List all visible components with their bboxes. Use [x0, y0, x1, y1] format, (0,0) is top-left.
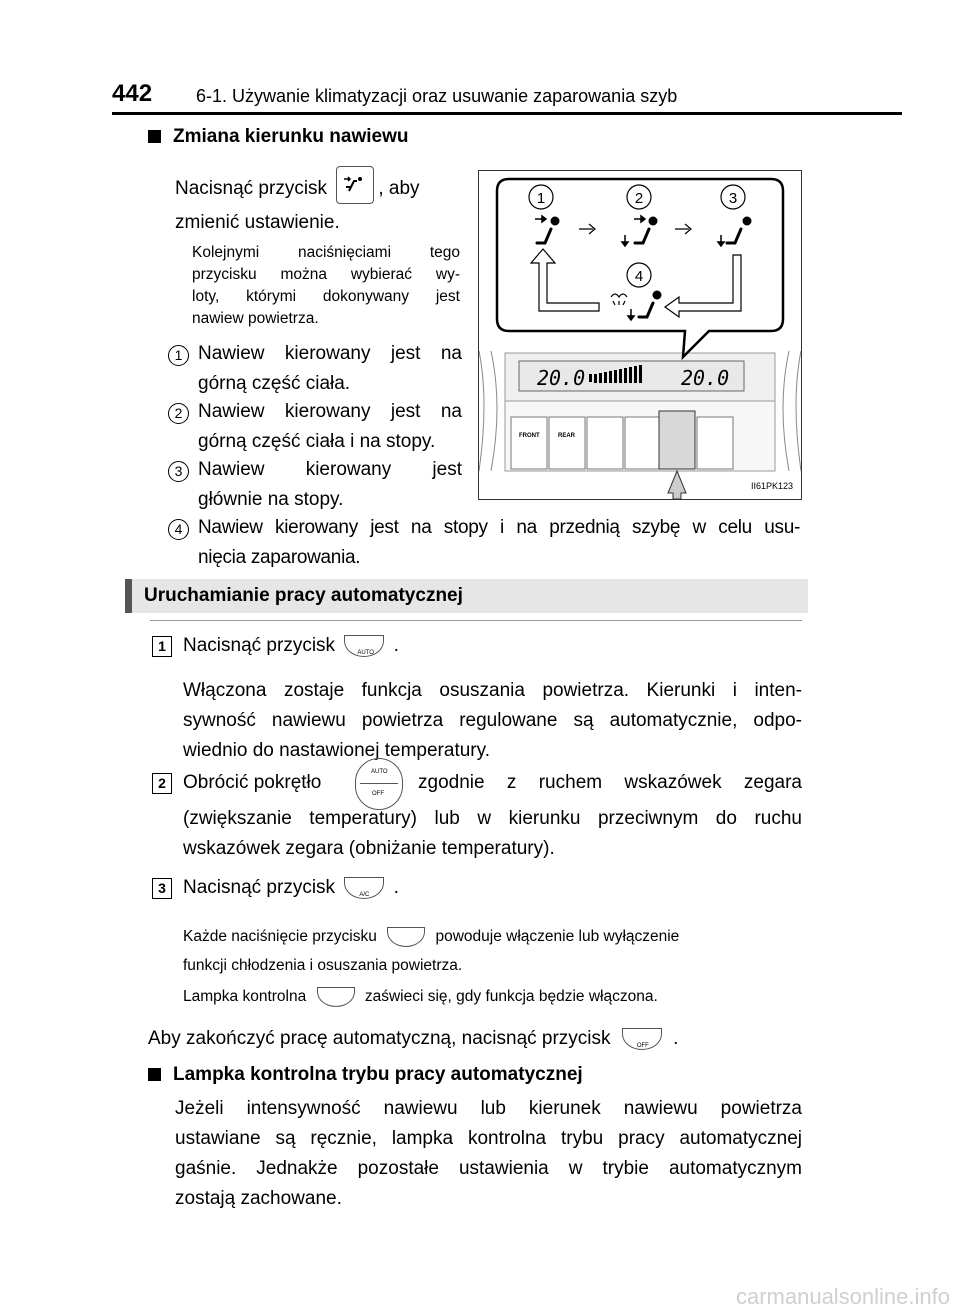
ac-note-1: Każde naciśnięcie przycisku powoduje włączenie lub wyłączenie [183, 928, 680, 945]
ac-note-1-line2: funkcji chłodzenia i osuszania powietrza. [183, 957, 463, 974]
ac-button-icon [387, 927, 425, 947]
item-3-text: Nawiew kierowany jest głównie na stopy. [198, 459, 462, 510]
rear-button-label: REAR [558, 433, 576, 439]
step-2-description: (zwiększanie temperatury) lub w kierunku przeciwnym do ruchu wskazówek zegara (obniżanie temperatury). [183, 808, 802, 859]
item-1-text: Nawiew kierowany jest na górną część ciała. [198, 343, 462, 394]
watermark: carmanualsonline.info [735, 1284, 950, 1309]
ac-indicator-icon [317, 987, 355, 1007]
section-title-auto: Uruchamianie pracy automatycznej [144, 585, 463, 606]
front-button-label: FRONT [519, 433, 540, 439]
section-underline [150, 620, 802, 621]
page-header: 6-1. Używanie klimatyzacji oraz usuwanie zaparowania szyb [196, 86, 678, 106]
step-number-1: 1 [152, 636, 172, 657]
figure-code: II61PK123 [751, 481, 794, 491]
display-left-temp: 20.0 [537, 366, 586, 390]
direction-note: Kolejnymi naciśnięciami tego przycisku można wybierać wy- loty, którymi dokonywany jest nawiew powietrza. [192, 244, 460, 327]
step-2-instruction: Obrócić pokrętło [183, 772, 322, 793]
item-number-2: 2 [168, 403, 189, 424]
ac-button-icon: A/C [344, 877, 384, 899]
step-1-instruction: Nacisnąć przycisk AUTO . [183, 635, 399, 656]
figure-label-3: 3 [728, 190, 738, 207]
square-bullet-icon [148, 130, 161, 143]
auto-off-dial-icon: AUTO OFF [355, 758, 403, 810]
figure-label-4: 4 [634, 268, 644, 285]
page-number: 442 [112, 80, 153, 107]
auto-button-icon: AUTO [344, 635, 384, 657]
section-heading-indicator: Lampka kontrolna trybu pracy automatycznej [148, 1064, 583, 1086]
indicator-paragraph: Jeżeli intensywność nawiewu lub kierunek nawiewu powietrza ustawiane są ręcznie, lampka kontrolna trybu pracy automatycznej gaśnie. Jednakże pozostałe ustawienia w trybie automatycznym zostają zachowane. [175, 1098, 802, 1209]
item-number-3: 3 [168, 461, 189, 482]
step-3-instruction: Nacisnąć przycisk A/C . [183, 877, 399, 898]
section-heading-direction: Zmiana kierunku nawiewu [148, 126, 408, 148]
step-number-3: 3 [152, 878, 172, 899]
figure-label-1: 1 [536, 190, 546, 207]
display-right-temp: 20.0 [681, 366, 730, 390]
step-number-2: 2 [152, 773, 172, 794]
square-bullet-icon [148, 1068, 161, 1081]
figure-label-2: 2 [634, 190, 644, 207]
ac-note-2: Lampka kontrolna zaświeci się, gdy funkcja będzie włączona. [183, 988, 658, 1005]
figure-illustration [479, 171, 801, 499]
item-number-4: 4 [168, 519, 189, 540]
step-1-description: Włączona zostaje funkcja osuszania powietrza. Kierunki i inten- sywność nawiewu powietrza regulowane są automatycznie, odpo- wiednio do nastawionej temperatury. [183, 680, 802, 761]
mode-button-icon [336, 166, 374, 204]
item-number-1: 1 [168, 345, 189, 366]
direction-instruction: Nacisnąć przycisk , aby zmienić ustawienie. [175, 170, 455, 238]
item-4-text: Nawiew kierowany jest na stopy i na przednią szybę w celu usu- nięcia zaparowania. [198, 517, 800, 568]
section-title-bar [125, 579, 808, 613]
item-2-text: Nawiew kierowany jest na górną część ciała i na stopy. [198, 401, 462, 452]
step-2-instruction-cont: zgodnie z ruchem wskazówek zegara [418, 772, 802, 793]
off-button-icon: OFF [622, 1028, 662, 1050]
end-auto-instruction: Aby zakończyć pracę automatyczną, nacisnąć przycisk OFF . [148, 1028, 679, 1049]
climate-panel-figure [478, 170, 802, 500]
header-rule [112, 112, 902, 115]
